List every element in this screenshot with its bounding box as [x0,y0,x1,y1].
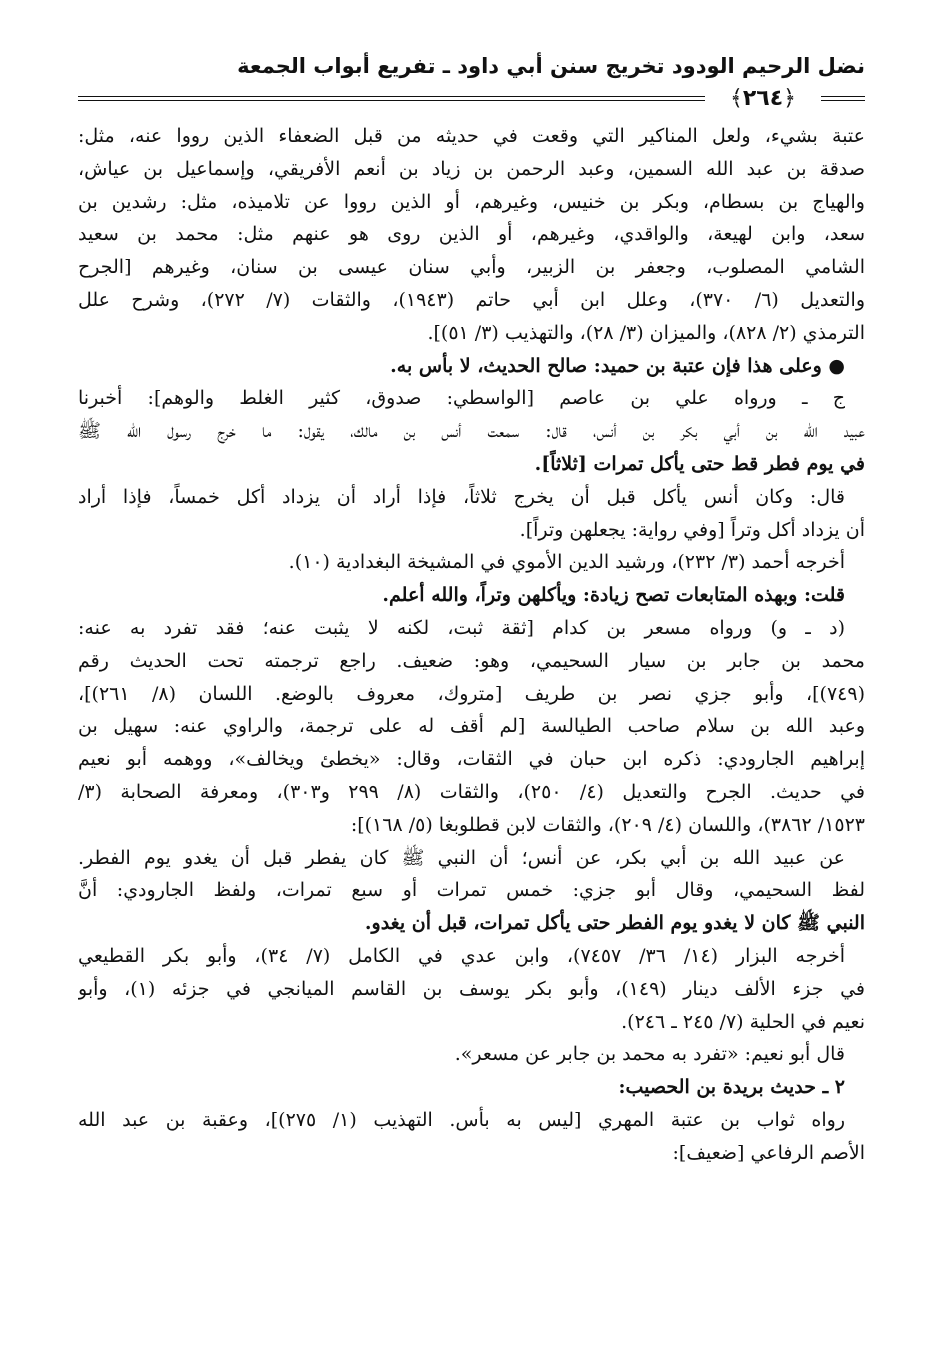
page-number-bracket-open: ﴿ [783,86,797,111]
page-body [78,120,865,1170]
text-line: رواه ثواب بن عتبة المهري [ليس به بأس. التهذيب (١/ ٢٧٥)]، وعقبة بن عبد الله [78,1108,845,1131]
text-line: ١٥٢٣/ ٣٨٦٢)، واللسان (٤/ ٢٠٩)، والثقات لابن قطلوبغا (٥/ ١٦٨)]: [350,813,865,836]
running-header-title: نضل الرحيم الودود تخريج سنن أبي داود ـ تفريع أبواب الجمعة [237,54,865,78]
text-line: أخرجه أحمد (٣/ ٢٣٢)، ورشيد الدين الأموي في المشيخة البغدادية (١٠). [288,551,845,574]
text-line: الأصم الرفاعي [ضعيف]: [672,1141,865,1164]
page-number-bracket-close: ﴾ [729,86,743,111]
text-line: في حديث. الجرح والتعديل (٤/ ٢٥٠)، والثقات (٨/ ٢٩٩ و٣٠٣)، ومعرفة الصحابة (٣/ [78,780,865,803]
text-line: وعبد الله بن سلام صاحب الطيالسة [لم أقف له على ترجمة، والراوي عنه: سهيل بن [78,715,865,738]
text-line: صدقة بن عبد الله السمين، وعبد الرحمن بن زياد بن أنعم الأفريقي، وإسماعيل بن عياش، [78,157,865,180]
text-line: في جزء الألف دينار (١٤٩)، وأبو بكر يوسف بن القاسم الميانجي في جزئه (١)، وأبو [78,977,865,1000]
text-line: أن يزداد أكل وتراً [وفي رواية: يجعلهن وتراً]. [519,518,865,541]
page-number-value: ٢٦٤ [742,86,784,111]
text-line: (٧٤٩)]، وأبو جزي نصر بن طريف [متروك، معروف بالوضع. اللسان (٨/ ٢٦١)]، [78,682,865,705]
text-line: ج ـ ورواه علي بن عاصم [الواسطي: صدوق، كثير الغلط والوهم]: أخبرنا [78,387,845,410]
text-line: ● وعلى هذا فإن عتبة بن حميد: صالح الحديث، لا بأس به. [390,354,845,377]
text-line: في يوم فطر قط حتى يأكل تمرات [ثلاثاً]. [534,452,865,475]
text-line: قال أبو نعيم: «تفرد به محمد بن جابر عن مسعر». [454,1043,845,1066]
header-rule [78,84,865,114]
text-line: قال: وكان أنس يأكل قبل أن يخرج ثلاثاً، فإذا أراد أن يزداد أكل خمساً، فإذا أراد [78,485,845,508]
text-line: الترمذي (٢/ ٨٢٨)، والميزان (٣/ ٢٨)، والتهذيب (٣/ ٥١)]. [427,321,865,344]
text-line: أخرجه البزار (١٤/ ٣٦/ ٧٤٥٧)، وابن عدي في الكامل (٧/ ٣٤)، وأبو بكر القطيعي [78,944,845,967]
text-line: النبي ﷺ كان لا يغدو يوم الفطر حتى يأكل تمرات، قبل أن يغدو. [364,912,865,935]
text-line: ٢ ـ حديث بريدة بن الحصيب: [618,1076,845,1099]
text-line: عبيد الله بن أبي بكر بن أنس، قال: سمعت أنس بن مالك، يقول: ما خرج رسول الله ﷺ [78,420,865,443]
text-line: والتعديل (٦/ ٣٧٠)، وعلل ابن أبي حاتم (١٩٤٣)، والثقات (٧/ ٢٧٢)، وشرح علل [78,288,865,311]
text-line: لفظ السحيمي، وقال أبو جزي: خمس تمرات أو سبع تمرات، ولفظ الجارودي: أنَّ [78,879,865,902]
text-line: عتبة بشيء، ولعل المناكير التي وقعت في حديثه من قبل الضعفاء الذين رووا عنه، مثل: [78,125,865,147]
text-line: الشامي المصلوب، وجعفر بن الزبير، وأبي سنان عيسى بن سنان، وغيرهم [الجرح [78,256,865,279]
text-line: عن عبيد الله بن أبي بكر، عن أنس؛ أن النبي ﷺ كان يفطر قبل أن يغدو يوم الفطر. [78,846,845,869]
text-line: (د ـ و) ورواه مسعر بن كدام [ثقة ثبت، لكنه لا يثبت عنه؛ فقد تفرد به عنه: [78,616,845,639]
page-number [711,84,815,114]
text-line: قلت: وبهذه المتابعات تصح زيادة: ويأكلهن وتراً، والله أعلم. [382,584,845,607]
text-line: محمد بن جابر بن سيار السحيمي، وهو: ضعيف. راجع ترجمته تحت الحديث رقم [78,649,865,672]
header-rule-left [78,96,705,101]
header-rule-right [821,96,865,101]
text-line: سعد، وابن لهيعة، والواقدي، وغيرهم، أو الذين روى هو عنهم مثل: محمد بن سعيد [78,223,865,246]
text-line: نعيم في الحلية (٧/ ٢٤٥ ـ ٢٤٦). [621,1010,865,1033]
text-line: إبراهيم الجارودي: ذكره ابن حبان في الثقات، وقال: «يخطئ ويخالف»، ووهمه أبو نعيم [78,748,865,771]
text-line: والهياج بن بسطام، وبكر بن خنيس، وغيرهم، أو الذين رووا عن تلاميذه، مثل: رشدين بن [78,190,865,213]
